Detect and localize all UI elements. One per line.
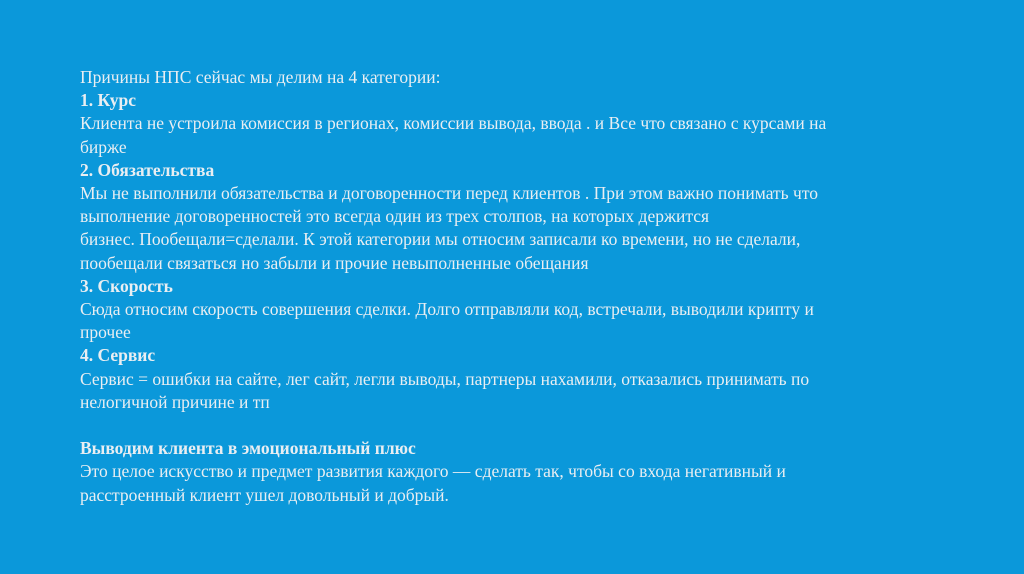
category-speed-text: Сюда относим скорость совершения сделки. Долго отправляли код, встречали, выводили крипту и xyxy=(80,299,814,320)
category-service-text: Сервис = ошибки на сайте, лег сайт, легли выводы, партнеры нахамили, отказались принимать по xyxy=(80,368,810,389)
category-obligations-text: пообещали связаться но забыли и прочие невыполненные обещания xyxy=(80,252,589,273)
category-speed-text: прочее xyxy=(80,322,131,343)
category-service-heading: 4. Сервис xyxy=(80,345,156,366)
category-obligations-text: выполнение договоренностей это всегда один из трех столпов, на которых держится xyxy=(80,206,710,227)
conclusion-heading: Выводим клиента в эмоциональный плюс xyxy=(80,438,416,459)
paragraph-gap xyxy=(80,414,940,437)
category-course-text: бирже xyxy=(80,136,127,157)
conclusion-text: Это целое искусство и предмет развития каждого — сделать так, чтобы со входа негативный и xyxy=(80,461,786,482)
category-obligations-heading: 2. Обязательства xyxy=(80,159,215,180)
category-service-text: нелогичной причине и тп xyxy=(80,391,270,412)
conclusion-text: расстроенный клиент ушел довольный и добрый. xyxy=(80,484,449,505)
intro-text: Причины НПС сейчас мы делим на 4 категории: xyxy=(80,67,441,87)
category-course-text: Клиента не устроила комиссия в регионах, комиссии вывода, ввода . и Все что связано с курсами на xyxy=(80,113,827,134)
category-speed-heading: 3. Скорость xyxy=(80,275,173,296)
category-course-heading: 1. Курс xyxy=(80,90,137,111)
category-obligations-text: Мы не выполнили обязательства и договоренности перед клиентов . При этом важно понимать что xyxy=(80,183,818,204)
category-obligations-text: бизнес. Пообещали=сделали. К этой категории мы относим записали ко времени, но не сделали, xyxy=(80,229,801,250)
slide-text-block xyxy=(80,66,940,507)
